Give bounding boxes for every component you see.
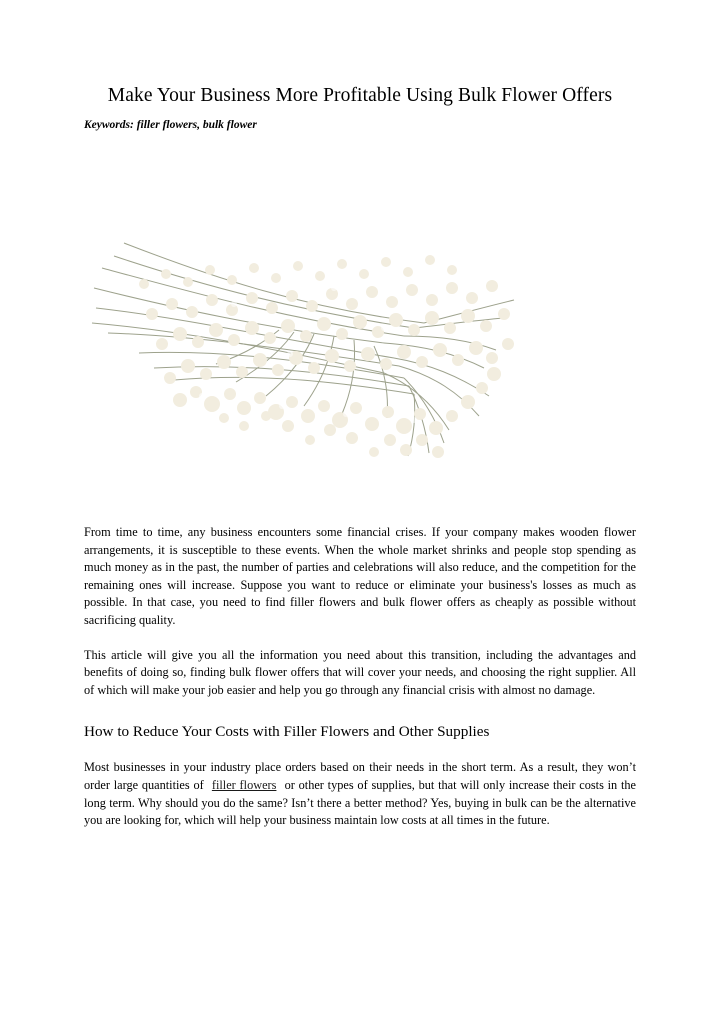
spacer — [276, 778, 284, 792]
spacer — [204, 778, 212, 792]
section-paragraph-part-1: Most businesses in your industry place orders based on their needs in the short term. As a result, they won’t order large quantities of — [84, 760, 636, 792]
page-title: Make Your Business More Profitable Using Bulk Flower Offers — [107, 85, 613, 106]
section-heading: How to Reduce Your Costs with Filler Flowers and Other Supplies — [84, 723, 490, 741]
section-paragraph-part-2: or other types of supplies, but that will only increase their costs in the long term. Why should you do the same? Isn’t there a better method? Yes, buying in bulk can be the alternative you are looking for, which will help your business maintain low costs at all times in the future. — [84, 777, 637, 828]
intro-paragraph-2: This article will give you all the information you need about this transition, including the advantages and benefits of doing so, finding bulk flower offers that will cover your needs, and choosing the right supplier. All of which will make your job easier and help you go through any financial crisis with almost no damage. — [84, 647, 636, 697]
section-paragraph — [84, 759, 636, 829]
hero-image — [84, 168, 636, 498]
filler-flowers-link[interactable]: filler flowers — [211, 777, 277, 792]
keywords-line: Keywords: filler flowers, bulk flower — [84, 119, 257, 131]
intro-paragraph-1: From time to time, any business encounters some financial crises. If your company makes wooden flower arrangements, it is susceptible to these events. When the whole market shrinks and people stop spending as much money as in the past, the number of parties and celebrations will also reduce, and the competition for the remaining ones will increase. Suppose you want to reduce or eliminate your business's losses as much as possible. In that case, you need to find filler flowers and bulk flower offers as cheaply as possible without sacrificing quality. — [84, 525, 636, 627]
dried-flowers-illustration — [84, 168, 636, 498]
document-content — [84, 82, 636, 830]
